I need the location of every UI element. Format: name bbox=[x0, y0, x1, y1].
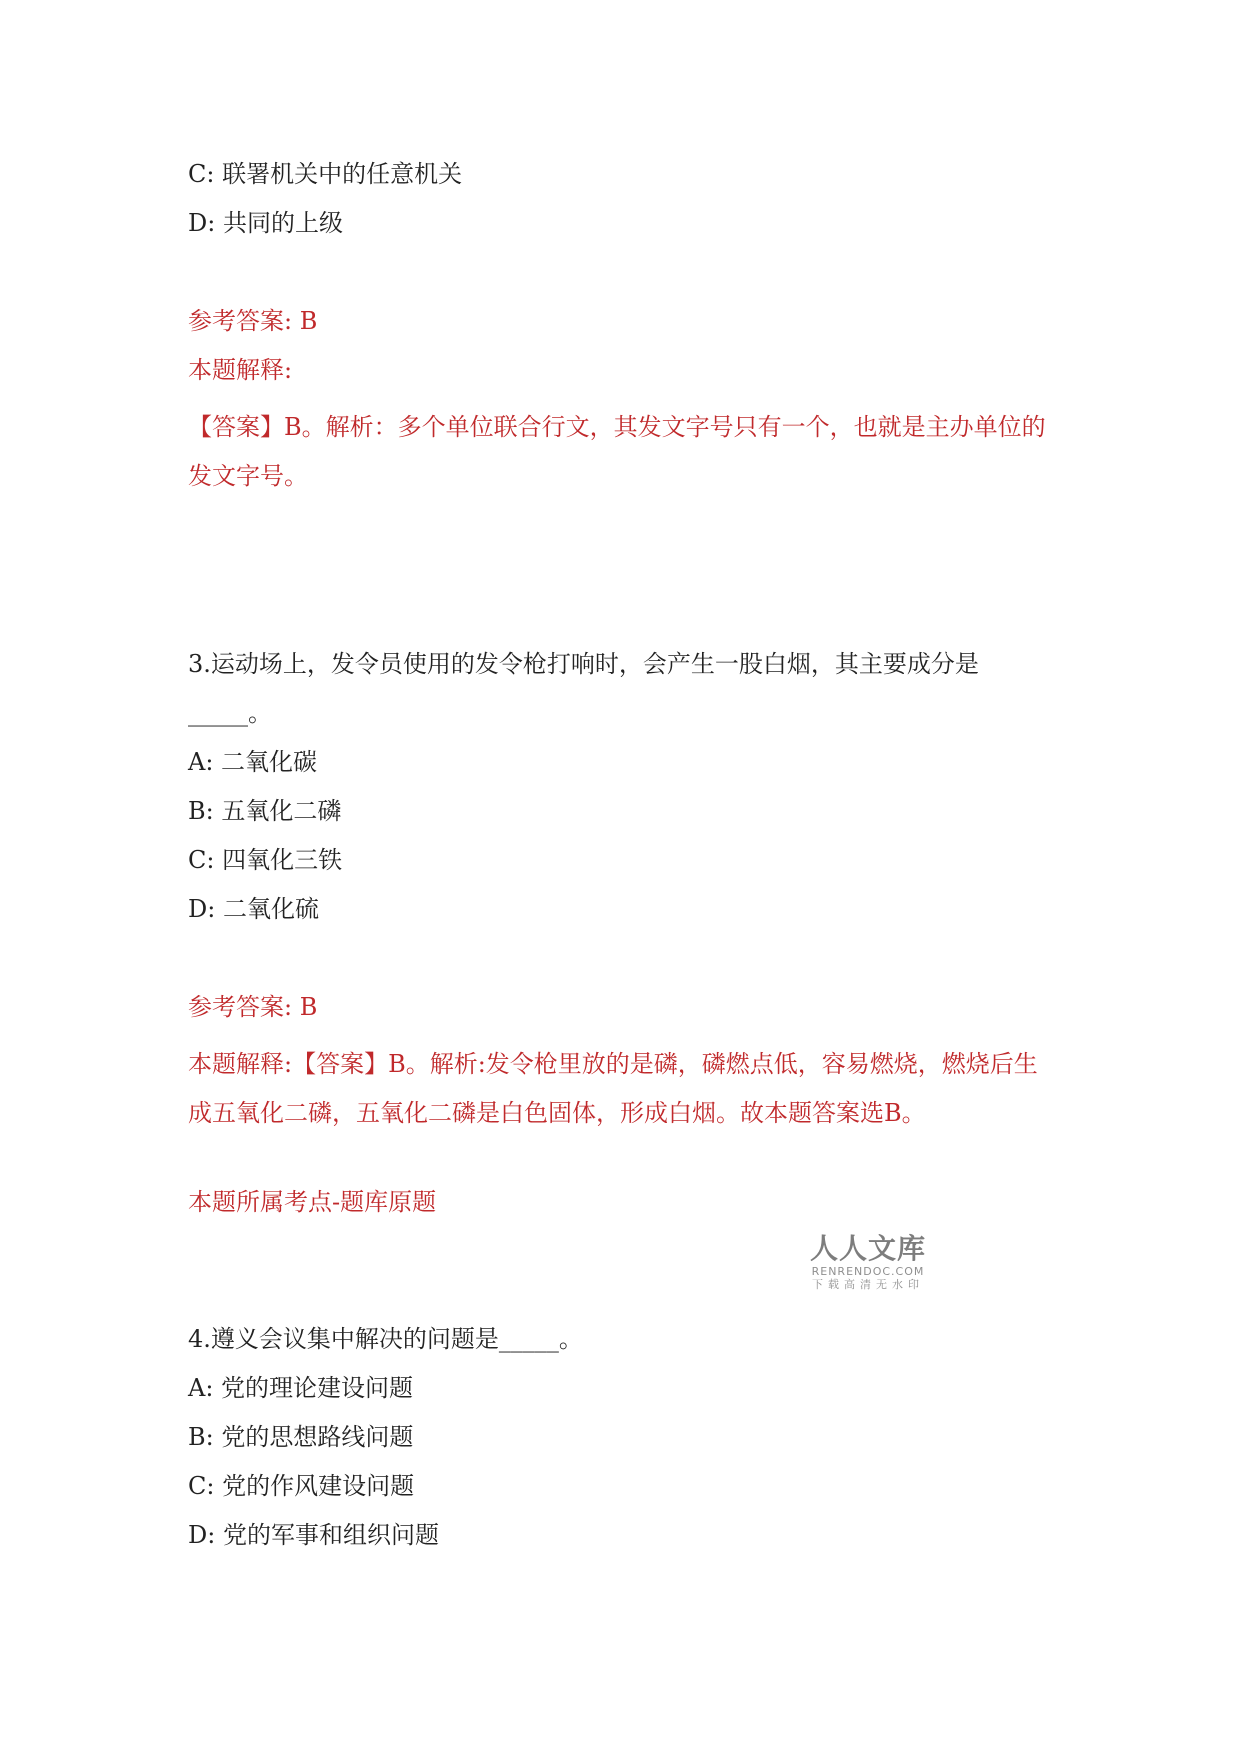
q2-explanation: 【答案】B。解析：多个单位联合行文，其发文字号只有一个，也就是主办单位的发文字号。 bbox=[188, 413, 1046, 490]
q2-answer: 参考答案: B bbox=[188, 307, 318, 335]
q3-option-c: C: 四氧化三铁 bbox=[188, 846, 343, 874]
q2-option-c: C: 联署机关中的任意机关 bbox=[188, 160, 463, 188]
q2-option-d: D: 共同的上级 bbox=[188, 209, 343, 237]
q3-answer: 参考答案: B bbox=[188, 993, 318, 1021]
q3-question-line2: _____。 bbox=[188, 699, 272, 727]
watermark-site-text: RENRENDOC.COM bbox=[811, 1265, 925, 1278]
watermark-logo bbox=[803, 1233, 933, 1303]
q3-category: 本题所属考点-题库原题 bbox=[188, 1188, 437, 1216]
q3-option-b: B: 五氧化二磷 bbox=[188, 797, 342, 825]
q3-option-d: D: 二氧化硫 bbox=[188, 895, 319, 923]
q4-option-a: A: 党的理论建设问题 bbox=[188, 1374, 414, 1402]
q3-explanation: 本题解释:【答案】B。解析:发令枪里放的是磷，磷燃点低，容易燃烧，燃烧后生成五氧化二磷，五氧化二磷是白色固体，形成白烟。故本题答案选B。 bbox=[188, 1050, 1038, 1127]
q4-option-d: D: 党的军事和组织问题 bbox=[188, 1521, 439, 1549]
watermark-main-text: 人人文库 bbox=[809, 1232, 926, 1265]
q4-option-b: B: 党的思想路线问题 bbox=[188, 1423, 414, 1451]
q4-option-c: C: 党的作风建设问题 bbox=[188, 1472, 415, 1500]
q4-question: 4.遵义会议集中解决的问题是_____。 bbox=[188, 1325, 583, 1353]
watermark-sub-text: 下载高清无水印 bbox=[812, 1278, 924, 1291]
q3-option-a: A: 二氧化碳 bbox=[188, 748, 318, 776]
q2-explanation-label: 本题解释: bbox=[188, 356, 293, 384]
q3-question-line1: 3.运动场上，发令员使用的发令枪打响时，会产生一股白烟，其主要成分是 bbox=[188, 650, 979, 678]
